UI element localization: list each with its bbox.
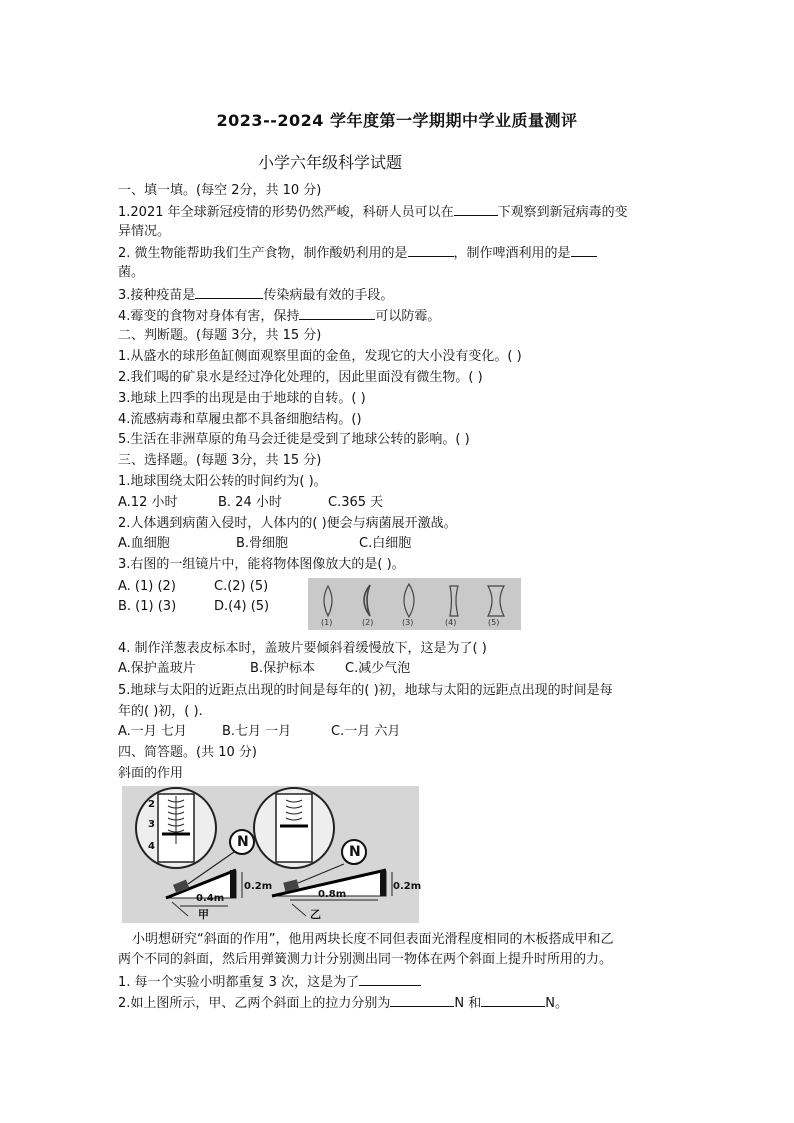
option-c: C.减少气泡	[345, 661, 411, 676]
newton-mark-right: N	[349, 844, 361, 860]
answer-blank[interactable]	[359, 973, 421, 986]
right-spring-scale	[254, 788, 334, 868]
answer-blank[interactable]	[195, 286, 263, 299]
section4-topic: 斜面的作用	[118, 766, 184, 781]
option-a: A. (1) (2)	[118, 579, 176, 594]
question-3-4: 4. 制作洋葱表皮标本时，盖玻片要倾斜着缓慢放下，这是为了( )	[118, 641, 487, 656]
lens-label: (1)	[321, 618, 333, 627]
scale-tick: 3	[148, 819, 155, 830]
incline-drawing	[122, 786, 422, 923]
section3-heading: 三、选择题。(每题 3分，共 15 分)	[118, 453, 322, 468]
answer-blank[interactable]	[454, 203, 498, 216]
question-1-4	[118, 307, 440, 326]
section4-paragraph-b: 两个不同的斜面，然后用弹簧测力计分别测出同一物体在两个斜面上提升时所用的力。	[118, 952, 613, 967]
lens-label: (4)	[445, 618, 457, 627]
section2-heading: 二、判断题。(每题 3分，共 15 分)	[118, 328, 322, 343]
question-1-2	[118, 244, 597, 263]
option-a: A.一月 七月	[118, 724, 187, 739]
right-label: 乙	[310, 908, 321, 921]
option-c: C.365 天	[328, 495, 384, 510]
q1-3-text-a: 3.接种疫苗是	[118, 288, 196, 303]
option-b: B. 24 小时	[218, 495, 282, 510]
question-2-2: 2.我们喝的矿泉水是经过净化处理的，因此里面没有微生物。( )	[118, 370, 483, 385]
scale-tick: 4	[148, 841, 155, 852]
question-2-5: 5.生活在非洲草原的角马会迁徙是受到了地球公转的影响。( )	[118, 432, 470, 447]
q1-1-text-b: 下观察到新冠病毒的变	[497, 205, 628, 220]
answer-blank[interactable]	[571, 244, 597, 257]
option-d: D.(4) (5)	[214, 599, 270, 614]
q1-2-text-c: 菌。	[118, 265, 145, 280]
question-3-1: 1.地球围绕太阳公转的时间约为( )。	[118, 474, 327, 489]
question-1-3	[118, 286, 393, 305]
question-3-5b: 年的( )初，( ).	[118, 704, 203, 719]
q1-4-text-b: 可以防霉。	[375, 309, 441, 324]
question-2-4: 4.流感病毒和草履虫都不具备细胞结构。()	[118, 412, 362, 427]
exam-title: 2023--2024 学年度第一学期期中学业质量测评	[216, 111, 578, 130]
question-3-5a: 5.地球与太阳的近距点出现的时间是每年的( )初，地球与太阳的远距点出现的时间是每	[118, 683, 613, 698]
answer-blank[interactable]	[408, 244, 454, 257]
right-height-label: 0.2m	[393, 881, 422, 892]
question-4-1	[118, 973, 421, 992]
option-b: B.保护标本	[250, 661, 316, 676]
section4-paragraph-a: 小明想研究“斜面的作用”，他用两块长度不同但表面光滑程度相同的木板搭成甲和乙	[132, 932, 614, 947]
question-1-1	[118, 203, 628, 222]
left-distance-label: 0.4m	[196, 893, 225, 904]
lens-figure	[308, 578, 521, 630]
left-height-label: 0.2m	[244, 881, 273, 892]
q4-1-text: 1. 每一个实验小明都重复 3 次，这是为了	[118, 975, 360, 990]
option-b: B. (1) (3)	[118, 599, 177, 614]
q4-2-text-c: N。	[545, 996, 568, 1011]
q1-4-text-a: 4.霉变的食物对身体有害，保持	[118, 309, 300, 324]
answer-blank[interactable]	[390, 994, 454, 1007]
option-a: A.保护盖玻片	[118, 661, 196, 676]
incline-figure	[122, 786, 422, 923]
option-b: B.骨细胞	[236, 536, 289, 551]
q1-3-text-b: 传染病最有效的手段。	[263, 288, 394, 303]
option-a: A.血细胞	[118, 536, 170, 551]
q4-2-text-b: N 和	[454, 996, 482, 1011]
q1-2-text-b: ，制作啤酒利用的是	[453, 246, 571, 261]
lens-label: (5)	[488, 618, 500, 627]
q1-2-text-a: 2. 微生物能帮助我们生产食物，制作酸奶利用的是	[118, 246, 408, 261]
scale-tick: 2	[148, 799, 155, 810]
option-b: B.七月 一月	[222, 724, 292, 739]
lens-label: (2)	[362, 618, 374, 627]
exam-subtitle: 小学六年级科学试题	[258, 153, 403, 172]
question-4-2	[118, 994, 568, 1013]
newton-mark-left: N	[237, 834, 249, 850]
q1-1-text-a: 1.2021 年全球新冠疫情的形势仍然严峻，科研人员可以在	[118, 205, 454, 220]
option-c: C.一月 六月	[331, 724, 401, 739]
option-a: A.12 小时	[118, 495, 178, 510]
answer-blank[interactable]	[299, 307, 375, 320]
option-c: C.白细胞	[359, 536, 412, 551]
lens-label: (3)	[402, 618, 414, 627]
question-2-1: 1.从盛水的球形鱼缸侧面观察里面的金鱼，发现它的大小没有变化。( )	[118, 349, 522, 364]
answer-blank[interactable]	[481, 994, 545, 1007]
right-distance-label: 0.8m	[318, 889, 347, 900]
section4-heading: 四、简答题。(共 10 分)	[118, 745, 257, 760]
question-3-2: 2.人体遇到病菌入侵时，人体内的( )便会与病菌展开激战。	[118, 516, 457, 531]
question-3-3: 3.右图的一组镜片中，能将物体图像放大的是( )。	[118, 557, 405, 572]
q4-2-text-a: 2.如上图所示，甲、乙两个斜面上的拉力分别为	[118, 996, 391, 1011]
q1-1-text-c: 异情况。	[118, 224, 171, 239]
left-label: 甲	[198, 908, 209, 921]
option-c: C.(2) (5)	[214, 579, 269, 594]
question-2-3: 3.地球上四季的出现是由于地球的自转。( )	[118, 391, 366, 406]
section1-heading: 一、填一填。(每空 2分，共 10 分)	[118, 183, 322, 198]
